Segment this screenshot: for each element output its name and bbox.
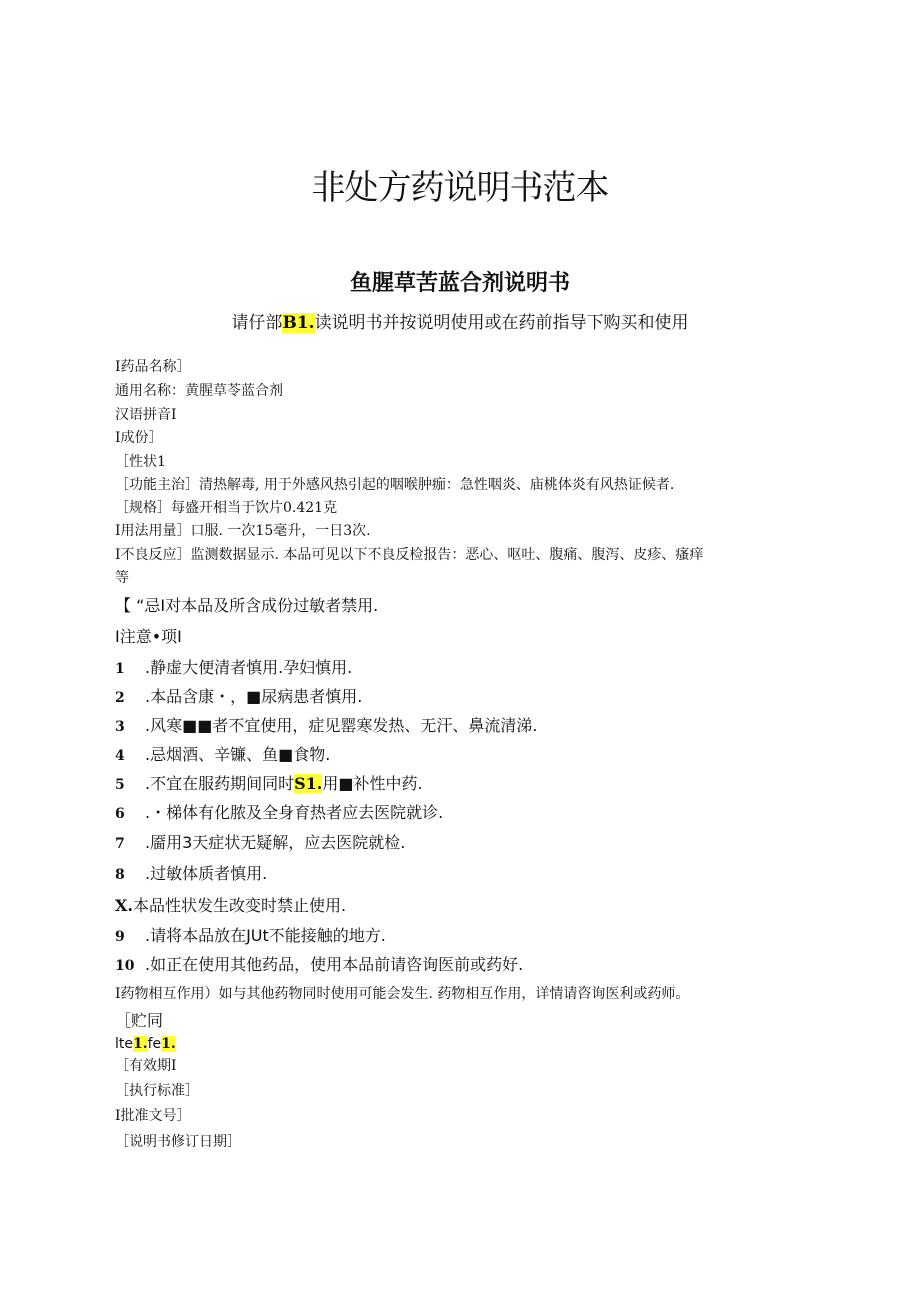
notice-highlight: B1.	[282, 313, 315, 333]
packaging-text-mid: fe	[147, 1036, 162, 1052]
field-indications: ［功能主治］清热解毒, 用于外感风热引起的咽喉肿痂：急性咽炎、庙桃体炎有风热证候者.	[115, 477, 675, 493]
item-number: 10	[115, 958, 135, 974]
item-text: 本品性状发生改变时禁止使用.	[132, 896, 347, 915]
item-number: 7	[115, 836, 125, 852]
field-generic-name: 通用名称：黄腥草苓蓝合剂	[115, 383, 283, 399]
field-pinyin: 汉语拼音I	[115, 407, 177, 423]
item-text: .风寒■■者不宜使用，症见罂寒发热、无汗、鼻流清涕.	[145, 716, 538, 735]
reading-notice	[0, 310, 920, 336]
item-text: .不宜在服药期间同时	[145, 774, 295, 793]
field-standard: ［执行标准］	[115, 1083, 199, 1099]
document-title: 非处方药说明书范本	[311, 168, 609, 208]
field-character: ［性状1	[115, 454, 166, 470]
item-text: .忌烟酒、辛镰、鱼■食物.	[145, 745, 331, 764]
item-text: .过敏体质者慎用.	[145, 864, 268, 883]
field-specification: ［规格］每盛开相当于饮片0.421克	[115, 500, 338, 516]
field-dosage: I用法用量］口服. 一次15毫升，一日3次.	[115, 523, 371, 539]
field-drug-name: I药品名称］	[115, 359, 191, 375]
item-number: 2	[115, 690, 125, 706]
precaution-item	[115, 657, 352, 680]
item-highlight: S1.	[294, 774, 323, 793]
item-number: 9	[115, 929, 125, 945]
precaution-item	[115, 954, 523, 977]
item-number: 5	[115, 777, 125, 793]
item-number: 6	[115, 806, 125, 822]
item-text: .本品含康・，■尿病患者慎用.	[145, 687, 363, 706]
precautions-heading: I注意•项I	[115, 627, 182, 646]
leaflet-title: 鱼腥草苦蓝合剂说明书	[349, 271, 570, 296]
precaution-item	[115, 832, 405, 855]
notice-text-end: 读说明书并按说明使用或在药前指导下购买和使用	[314, 313, 689, 333]
field-storage: ［贮同	[115, 1011, 164, 1030]
item-number: 1	[115, 661, 125, 677]
field-approval-number: I批准文号］	[115, 1108, 191, 1124]
item-text-end: 用■补性中药.	[322, 774, 423, 793]
item-text: .如正在使用其他药品，使用本品前请咨询医前或药好.	[145, 955, 524, 974]
item-number: 3	[115, 719, 125, 735]
packaging-highlight: 1.	[161, 1036, 176, 1052]
notice-text-start: 请仔部	[231, 313, 283, 333]
precaution-item	[115, 925, 386, 948]
precaution-item	[115, 802, 443, 825]
precaution-item	[115, 715, 537, 738]
field-expiry: ［有效期I	[115, 1058, 177, 1074]
item-text: .静虚大便清者慎用.孕妇慎用.	[145, 658, 353, 677]
field-ingredients: I成份］	[115, 430, 163, 446]
field-contraindication: 【 “忌I对本品及所含成份过敏者禁用.	[115, 596, 379, 615]
field-drug-interactions: I药物相互作用）如与其他药物同时使用可能会发生. 药物相互作用，详情请咨询医利或药师。	[115, 986, 690, 1002]
item-text: .靥用3天症状无疑解，应去医院就检.	[145, 833, 406, 852]
field-packaging	[115, 1033, 176, 1055]
field-revision-date: ［说明书修订日期］	[115, 1134, 241, 1150]
item-number: 8	[115, 867, 125, 883]
precaution-item	[115, 895, 346, 917]
field-adverse-reactions-cont: 等	[115, 570, 129, 586]
packaging-highlight: 1.	[133, 1036, 148, 1052]
precaution-item	[115, 686, 362, 709]
precaution-item	[115, 863, 267, 886]
item-number: X.	[115, 896, 133, 915]
precaution-item	[115, 773, 423, 796]
packaging-text: lte	[115, 1036, 133, 1052]
item-text: .请将本品放在JUt不能接触的地方.	[145, 926, 386, 945]
field-adverse-reactions: I不良反应］监测数据显示. 本品可见以下不良反检报告：恶心、呕吐、腹痛、腹泻、皮疹、瘙痒	[115, 547, 704, 563]
precaution-item	[115, 744, 330, 767]
item-number: 4	[115, 748, 125, 764]
item-text: .・梯体有化脓及全身育热者应去医院就诊.	[145, 803, 444, 822]
